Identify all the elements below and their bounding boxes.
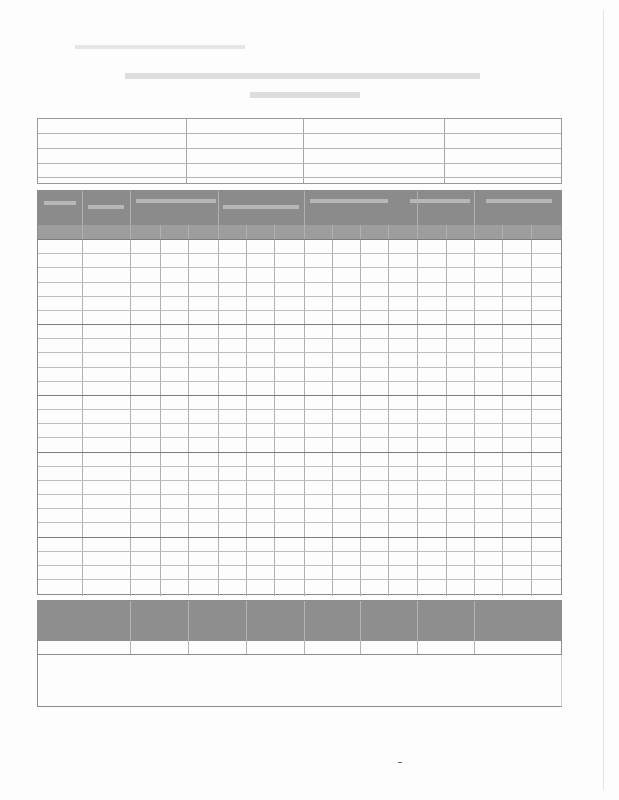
column-divider [130, 191, 131, 596]
faint-title-line [125, 73, 480, 79]
row-rule [38, 310, 561, 311]
row-rule [38, 338, 561, 339]
grid-divider [186, 119, 187, 183]
header-label [486, 199, 552, 203]
column-divider [188, 601, 189, 654]
row-rule [38, 267, 561, 268]
faint-title-line [250, 92, 360, 98]
column-divider [474, 191, 475, 596]
row-rule [38, 579, 561, 580]
row-rule [38, 480, 561, 481]
page-mark [398, 762, 402, 763]
column-divider [246, 601, 247, 654]
column-divider [360, 225, 361, 596]
column-divider [130, 601, 131, 654]
info-grid [37, 118, 562, 184]
row-rule [38, 565, 561, 566]
row-rule [38, 324, 561, 325]
row-rule [38, 282, 561, 283]
row-rule [38, 239, 561, 240]
grid-rule [38, 177, 561, 178]
grid-divider [303, 119, 304, 183]
row-rule [38, 494, 561, 495]
header-label [223, 205, 299, 209]
grid-rule [38, 133, 561, 134]
column-divider [218, 191, 219, 596]
summary-table [37, 600, 562, 655]
column-divider [304, 191, 305, 596]
page-edge [603, 10, 604, 790]
column-divider [388, 225, 389, 596]
column-divider [274, 225, 275, 596]
column-divider [304, 601, 305, 654]
header-label [136, 199, 216, 203]
notes-box [37, 655, 562, 707]
header-label [44, 201, 76, 205]
row-rule [38, 296, 561, 297]
column-divider [82, 191, 83, 596]
table-subheader [38, 225, 561, 239]
column-divider [332, 225, 333, 596]
grid-divider [444, 119, 445, 183]
grid-rule [38, 163, 561, 164]
header-label [88, 205, 124, 209]
row-rule [38, 537, 561, 538]
column-divider [446, 225, 447, 596]
row-rule [38, 381, 561, 382]
row-rule [38, 367, 561, 368]
column-divider [502, 225, 503, 596]
column-divider [417, 601, 418, 654]
row-rule [38, 395, 561, 396]
column-divider [246, 225, 247, 596]
column-divider [360, 601, 361, 654]
column-divider [160, 225, 161, 596]
row-rule [38, 508, 561, 509]
row-rule [38, 253, 561, 254]
header-label [410, 199, 470, 203]
row-rule [38, 522, 561, 523]
row-rule [38, 551, 561, 552]
grid-rule [38, 148, 561, 149]
column-divider [417, 191, 418, 596]
data-table [37, 190, 562, 595]
row-rule [38, 466, 561, 467]
faint-header-text [75, 45, 245, 49]
row-rule [38, 352, 561, 353]
column-divider [188, 225, 189, 596]
column-divider [474, 601, 475, 654]
row-rule [38, 452, 561, 453]
summary-header [38, 601, 561, 641]
row-rule [38, 437, 561, 438]
header-label [310, 199, 388, 203]
row-rule [38, 409, 561, 410]
row-rule [38, 423, 561, 424]
column-divider [531, 225, 532, 596]
